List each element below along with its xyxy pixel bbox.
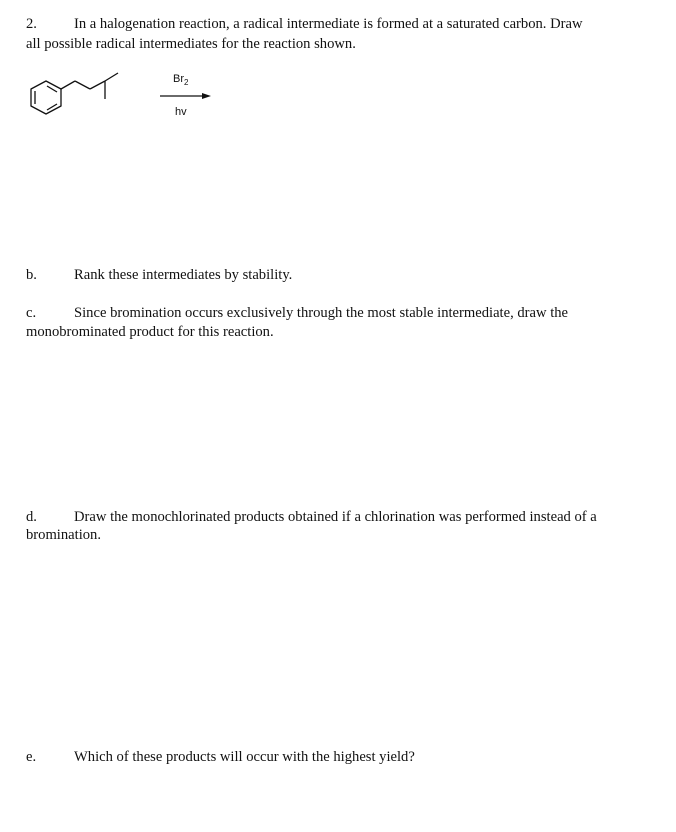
question-intro-line-2: all possible radical intermediates for the reaction shown. [26, 36, 356, 52]
part-c-label: c. [26, 305, 37, 321]
isobutylbenzene-structure [31, 73, 118, 114]
part-c-line-2: monobrominated product for this reaction. [26, 324, 274, 340]
reaction-arrow [160, 93, 211, 99]
reaction-scheme [0, 60, 676, 190]
reagent-label: $Br_2$ [173, 73, 189, 87]
part-e-label: e. [26, 749, 37, 765]
part-d-label: d. [26, 509, 37, 525]
question-number: 2. [26, 16, 37, 32]
part-b-text: Rank these intermediates by stability. [74, 267, 293, 283]
part-d-line-2: bromination. [26, 527, 101, 543]
part-c-line-1: Since bromination occurs exclusively through the most stable intermediate, draw the [74, 305, 569, 321]
condition-label: hv [175, 106, 187, 118]
part-b-label: b. [26, 267, 37, 283]
part-e-text: Which of these products will occur with the highest yield? [74, 749, 415, 765]
question-intro-line-1: In a halogenation reaction, a radical intermediate is formed at a saturated carbon. Draw [74, 16, 583, 32]
part-d-line-1: Draw the monochlorinated products obtained if a chlorination was performed instead of a [74, 509, 597, 525]
